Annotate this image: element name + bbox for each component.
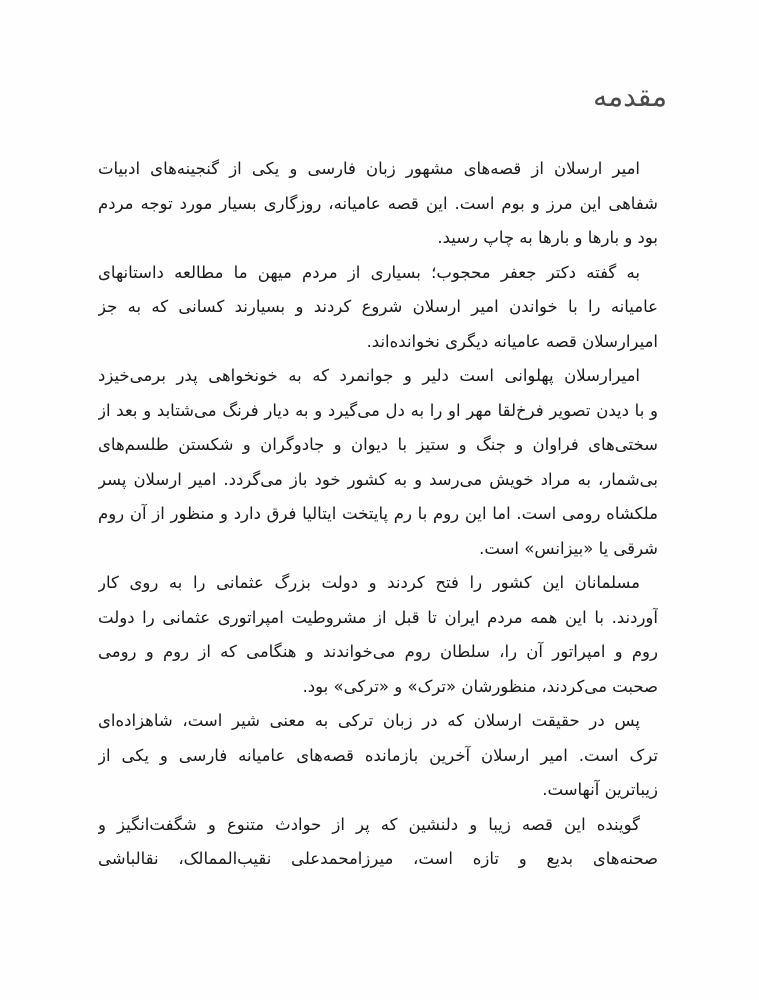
text-line: مسلمانان این کشور را فتح کردند و دولت بزرگ عثمانی را به روی کار bbox=[98, 573, 640, 592]
text-line: زیباترین آنهاست. bbox=[542, 780, 658, 799]
text-line: شفاهی این مرز و بوم است. این قصه عامیانه، روزگاری بسیار مورد توجه مردم bbox=[98, 193, 658, 213]
text-line: امیرارسلان پهلوانی است دلیر و جوانمرد که به خونخواهی پدر برمی‌خیزد bbox=[98, 366, 640, 385]
text-line: روم و امپراتور آن را، سلطان روم می‌خواندند و هنگامی که از روم و رومی bbox=[98, 642, 658, 661]
text-line: صحبت می‌کردند، منظورشان «ترک» و «ترکی» بود. bbox=[302, 676, 658, 696]
text-line: ترک است. امیر ارسلان آخرین بازمانده قصه‌های عامیانه فارسی و یکی از bbox=[98, 745, 658, 765]
body-text bbox=[98, 152, 658, 877]
page-title: مقدمه bbox=[593, 80, 667, 113]
text-line: به گفته دکتر جعفر محجوب؛ بسیاری از مردم میهن ما مطالعه داستانهای bbox=[98, 262, 640, 282]
text-line: بود و بارها و بارها به چاپ رسید. bbox=[437, 228, 658, 247]
text-line: امیر ارسلان از قصه‌های مشهور زبان فارسی و یکی از گنجینه‌های ادبیات bbox=[98, 159, 640, 178]
text-line: پس در حقیقت ارسلان که در زبان ترکی به معنی شیر است، شاهزاده‌ای bbox=[98, 711, 640, 730]
text-line: ملکشاه رومی است. اما این روم با رم پایتخت ایتالیا فرق دارد و منظور از آن روم bbox=[98, 504, 658, 523]
text-line: گوینده این قصه زیبا و دلنشین که پر از حوادث متنوع و شگفت‌انگیز و bbox=[98, 814, 640, 834]
text-line: صحنه‌های بدیع و تازه است، میرزامحمدعلی نقیب‌الممالک، نقالباشی bbox=[98, 849, 658, 868]
text-line: بی‌شمار، به مراد خویش می‌رسد و به کشور خود باز می‌گردد. امیر ارسلان پسر bbox=[98, 469, 658, 489]
text-line: شرقی یا «بیزانس» است. bbox=[479, 538, 658, 558]
text-line: آوردند. با این همه مردم ایران تا قبل از مشروطیت امپراتوری عثمانی را دولت bbox=[98, 607, 658, 627]
text-line: و با دیدن تصویر فرخ‌لقا مهر او را به دل می‌گیرد و به دیار فرنگ می‌شتابد و بعد از bbox=[98, 400, 658, 420]
text-line: سختی‌های فراوان و جنگ و ستیز با دیوان و جادوگران و شکستن طلسم‌های bbox=[98, 435, 658, 454]
text-line: امیرارسلان قصه عامیانه دیگری نخوانده‌اند. bbox=[366, 331, 658, 351]
text-line: عامیانه را با خواندن امیر ارسلان شروع کردند و بسیارند کسانی که به جز bbox=[98, 297, 658, 316]
